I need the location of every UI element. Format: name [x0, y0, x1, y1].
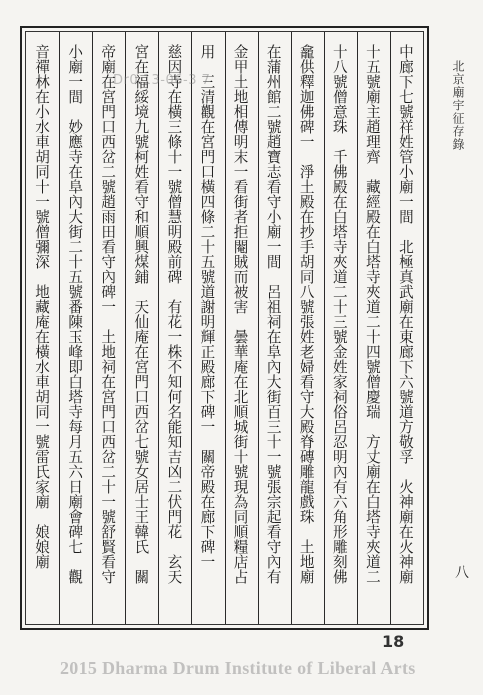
text-column: 慈因寺在橫三條十一號僧慧明殿前碑 有花一株不知何名能知吉凶二伏門花 玄天: [165, 44, 183, 584]
text-column: 小廟一間 妙應寺在阜內大街二十五號番陳玉峰即白塔寺每月五六日廟會碑七 觀: [66, 44, 84, 584]
running-head: 北京廟宇征存錄: [451, 60, 465, 151]
copyright-watermark: 2015 Dharma Drum Institute of Liberal Arts: [60, 658, 416, 678]
text-frame-inner: [25, 31, 424, 625]
scan-watermark-top: Dr0 13-06-3 7: [113, 73, 211, 88]
text-column: 中廊下七號祥姓管小廟一間 北極真武廟在東廊下六號道方敬孚 火神廟在火神廟: [396, 44, 414, 584]
text-column: 十五號廟主趙理齊 藏經殿在白塔寺夾道二十四號僧慶瑞 方丈廟在白塔寺夾道二: [363, 44, 381, 584]
text-column: 金甲土地相傳明末一看街者拒閹賊而被害 曇華庵在北順城街十號現為同順糧店占: [231, 44, 249, 584]
text-frame: [20, 26, 429, 630]
text-column: 帝廟在宮門口西岔二號趙雨田看守內碑一 土地祠在宮門口西岔二十一號舒賢看守: [99, 44, 117, 584]
text-column: 宮在福綏境九號柯姓看守和順興煤鋪 天仙庵在宮門口西岔七號女居士王韓氏 關: [132, 44, 150, 584]
text-column: 龕供釋迦佛碑一 淨土殿在抄手胡同八號張姓老婦看守大殿脊磚雕龍戲珠 土地廟: [297, 44, 315, 584]
page-number: 18: [382, 632, 405, 651]
text-column: 用 三清觀在宮門口橫四條二十五號道謝明輝正殿廊下碑一 關帝殿在廊下碑一: [198, 44, 216, 569]
text-column: 在蒲州館二號趙寶志看守小廟一間 呂祖祠在阜內大街百三十一號張宗起看守內有: [264, 44, 282, 584]
text-column: 十八號僧意珠 千佛殿在白塔寺夾道二十三號金姓家祠俗呂忍明內有六角形雕刻佛: [330, 44, 348, 584]
text-column: 音禪林在小水車胡同十一號僧彌深 地藏庵在橫水車胡同一號雷氏家廟 娘娘廟: [33, 44, 51, 569]
side-folio: 八: [455, 565, 469, 581]
